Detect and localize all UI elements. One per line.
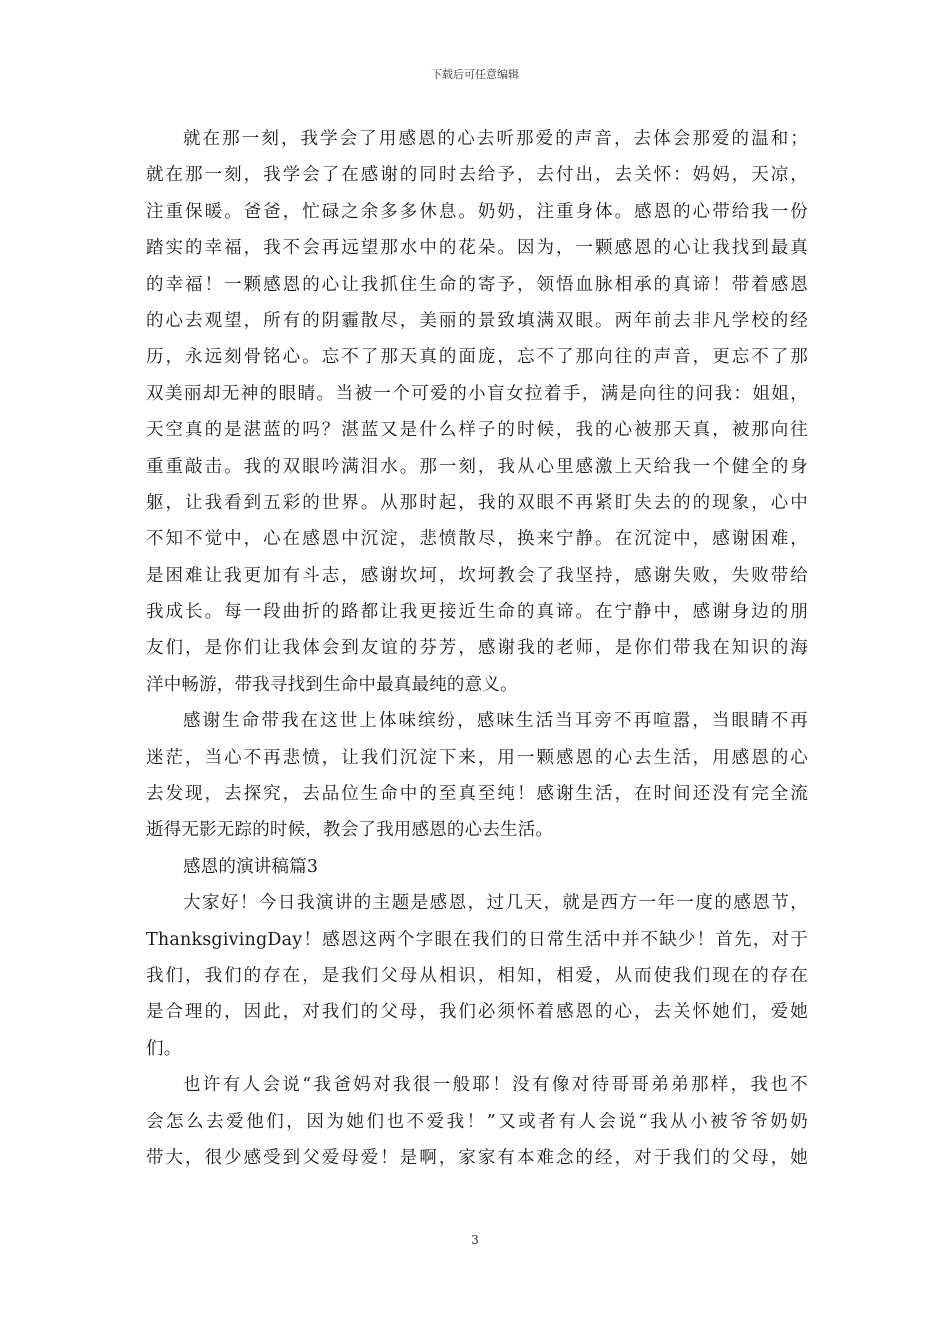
section-title: 感恩的演讲稿篇3 [183,856,319,877]
paragraph [146,1067,808,1176]
text-line: 大家好！今日我演讲的主题是感恩，过几天，就是西方一年一度的感恩节， [183,893,808,914]
text-line: 迷茫，当心不再悲愤，让我们沉淀下来，用一颗感恩的心去生活，用感恩的心 [146,747,808,768]
text-line: 就在那一刻，我学会了用感恩的心去听那爱的声音，去体会那爱的温和； [183,129,808,149]
text-line: 的幸福！一颗感恩的心让我抓住生命的寄予，领悟血脉相承的真谛！带着感恩 [146,274,808,295]
text-line: 感谢生命带我在这世上体味缤纷，感味生活当耳旁不再喧嚣，当眼睛不再 [183,711,808,732]
text-line: 带大，很少感受到父爱母爱！是啊，家家有本难念的经，对于我们的父母，她 [146,1147,808,1168]
document-body [146,121,808,1176]
paragraph [146,121,808,703]
text-line: 躯，让我看到五彩的世界。从那时起，我的双眼不再紧盯失去的的现象，心中 [146,492,808,513]
text-line: 们。 [146,1038,182,1059]
text-line: 也许有人会说“我爸妈对我很一般耶！没有像对待哥哥弟弟那样，我也不 [183,1075,808,1096]
text-line: 不知不觉中，心在感恩中沉淀，悲愤散尽，换来宁静。在沉淀中，感谢困难， [146,529,808,550]
text-line: 去发现，去探究，去品位生命中的至真至纯！感谢生活，在时间还没有完全流 [146,784,808,805]
text-line: ThanksgivingDay！感恩这两个字眼在我们的日常生活中并不缺少！首先，对于 [146,929,808,950]
text-line: 踏实的幸福，我不会再远望那水中的花朵。因为，一颗感恩的心让我找到最真 [146,238,808,259]
text-line: 历，永远刻骨铭心。忘不了那天真的面庞，忘不了那向往的声音，更忘不了那 [146,347,808,368]
text-line: 天空真的是湛蓝的吗？湛蓝又是什么样子的时候，我的心被那天真，被那向往 [146,420,808,441]
text-line: 友们，是你们让我体会到友谊的芬芳，感谢我的老师，是你们带我在知识的海 [146,638,808,659]
paragraph [146,885,808,1067]
text-line: 逝得无影无踪的时候，教会了我用感恩的心去生活。 [146,820,554,841]
text-line: 是合理的，因此，对我们的父母，我们必须怀着感恩的心，去关怀她们，爱她 [146,1002,808,1023]
text-line: 是困难让我更加有斗志，感谢坎坷，坎坷教会了我坚持，感谢失败，失败带给 [146,565,808,586]
text-line: 洋中畅游，带我寻找到生命中最真最纯的意义。 [146,674,518,695]
text-line: 的心去观望，所有的阴霾散尽，美丽的景致填满双眼。两年前去非凡学校的经 [146,310,808,331]
text-line: 注重保暖。爸爸，忙碌之余多多休息。奶奶，注重身体。感恩的心带给我一份 [146,201,808,222]
text-line: 我们，我们的存在，是我们父母从相识，相知，相爱，从而使我们现在的存在 [146,965,808,986]
page-number: 3 [471,1233,479,1247]
page-header: 下载后可任意编辑 [431,68,519,81]
paragraph [146,703,808,849]
text-line: 我成长。每一段曲折的路都让我更接近生命的真谛。在宁静中，感谢身边的朋 [146,602,808,623]
text-line: 就在那一刻，我学会了在感谢的同时去给予，去付出，去关怀：妈妈，天凉， [146,165,808,186]
text-line: 会怎么去爱他们，因为她们也不爱我！”又或者有人会说“我从小被爷爷奶奶 [146,1111,808,1132]
text-line: 双美丽却无神的眼睛。当被一个可爱的小盲女拉着手，满是向往的问我：姐姐， [146,383,808,404]
text-line: 重重敲击。我的双眼吟满泪水。那一刻，我从心里感激上天给我一个健全的身 [146,456,808,477]
